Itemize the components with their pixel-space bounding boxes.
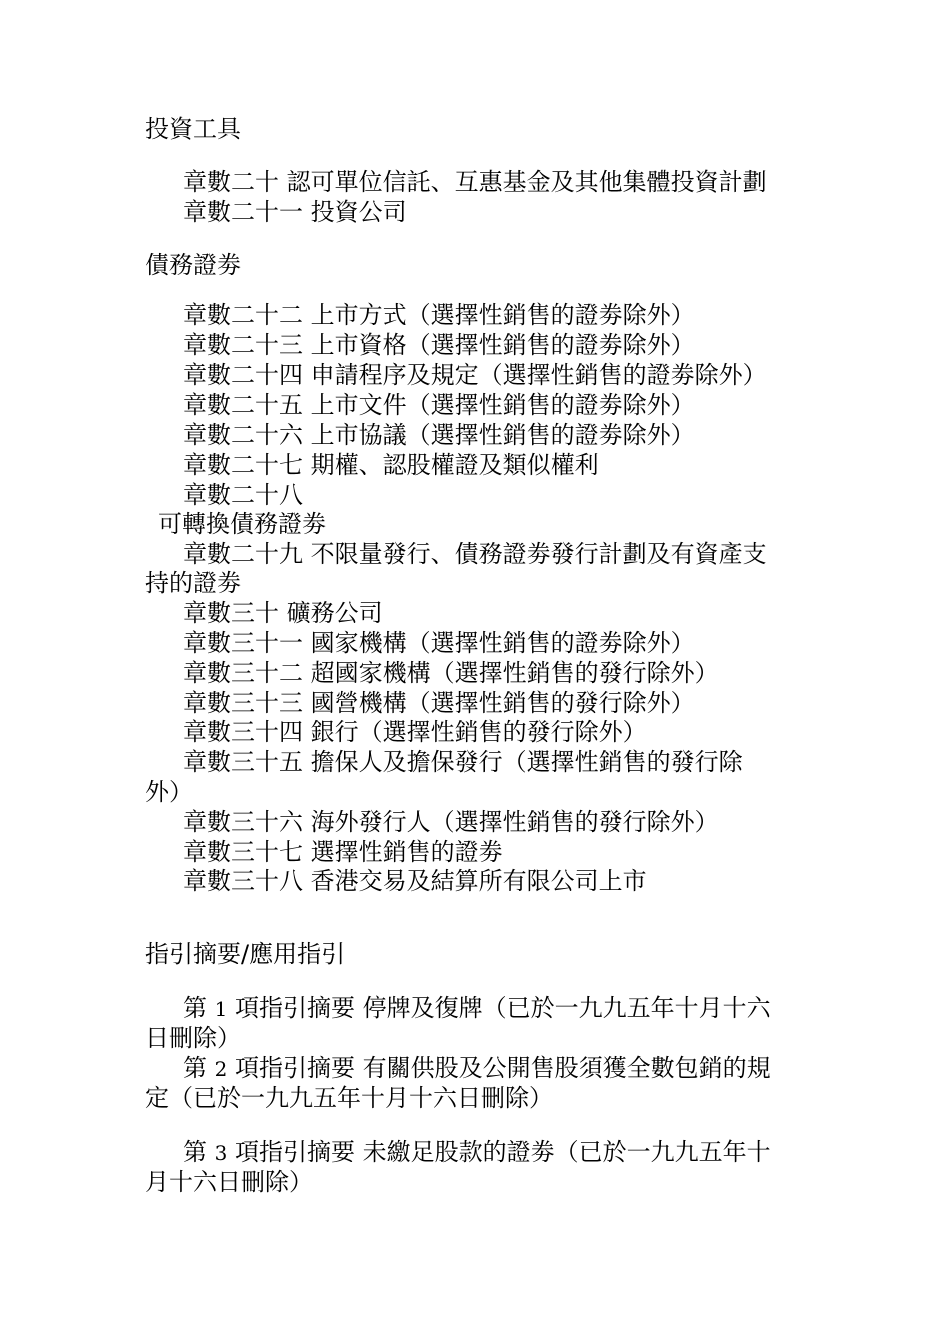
chapter-27: 章數二十七 期權、認股權證及類似權利 xyxy=(183,451,599,479)
chapter-38: 章數三十八 香港交易及結算所有限公司上市 xyxy=(183,867,647,895)
chapter-25: 章數二十五 上市文件（選擇性銷售的證劵除外） xyxy=(183,391,695,419)
chapter-28-title: 可轉換債務證劵 xyxy=(158,510,326,538)
chapter-30: 章數三十 礦務公司 xyxy=(183,599,383,627)
chapter-23: 章數二十三 上市資格（選擇性銷售的證劵除外） xyxy=(183,331,695,359)
guidance-3-prefix: 第 xyxy=(183,1138,207,1166)
guidance-2 xyxy=(183,1053,853,1083)
chapter-24: 章數二十四 申請程序及規定（選擇性銷售的證劵除外） xyxy=(183,361,767,389)
chapter-32: 章數三十二 超國家機構（選擇性銷售的發行除外） xyxy=(183,659,719,687)
chapter-33: 章數三十三 國營機構（選擇性銷售的發行除外） xyxy=(183,689,695,717)
guidance-1-prefix: 第 xyxy=(183,994,207,1022)
chapter-20: 章數二十 認可單位信託、互惠基金及其他集體投資計劃 xyxy=(183,168,767,196)
chapter-26: 章數二十六 上市協議（選擇性銷售的證劵除外） xyxy=(183,421,695,449)
chapter-35-continued: 外） xyxy=(145,778,193,806)
chapter-28: 章數二十八 xyxy=(183,481,303,509)
chapter-29: 章數二十九 不限量發行、債務證劵發行計劃及有資產支 xyxy=(183,540,767,568)
section-heading-debt: 債務證劵 xyxy=(145,251,241,279)
guidance-1-number: 1 xyxy=(214,997,228,1021)
guidance-3 xyxy=(183,1137,853,1167)
chapter-22: 章數二十二 上市方式（選擇性銷售的證劵除外） xyxy=(183,301,695,329)
chapter-37: 章數三十七 選擇性銷售的證劵 xyxy=(183,838,503,866)
chapter-31: 章數三十一 國家機構（選擇性銷售的證劵除外） xyxy=(183,629,695,657)
section-heading-guidance: 指引摘要/應用指引 xyxy=(145,940,346,968)
guidance-2-text: 項指引摘要 有關供股及公開售股須獲全數包銷的規 xyxy=(235,1054,771,1082)
guidance-2-continued: 定（已於一九九五年十月十六日刪除） xyxy=(145,1084,553,1112)
guidance-1-continued: 日刪除） xyxy=(145,1024,241,1052)
section-heading-investment: 投資工具 xyxy=(145,115,241,143)
chapter-29-continued: 持的證劵 xyxy=(145,569,241,597)
guidance-3-text: 項指引摘要 未繳足股款的證劵（已於一九九五年十 xyxy=(235,1138,771,1166)
chapter-35: 章數三十五 擔保人及擔保發行（選擇性銷售的發行除 xyxy=(183,748,743,776)
chapter-34: 章數三十四 銀行（選擇性銷售的發行除外） xyxy=(183,718,647,746)
chapter-36: 章數三十六 海外發行人（選擇性銷售的發行除外） xyxy=(183,808,719,836)
guidance-1 xyxy=(183,993,853,1023)
guidance-3-continued: 月十六日刪除） xyxy=(145,1168,313,1196)
chapter-21: 章數二十一 投資公司 xyxy=(183,198,407,226)
guidance-2-prefix: 第 xyxy=(183,1054,207,1082)
guidance-3-number: 3 xyxy=(214,1141,228,1165)
guidance-1-text: 項指引摘要 停牌及復牌（已於一九九五年十月十六 xyxy=(235,994,771,1022)
guidance-2-number: 2 xyxy=(214,1057,228,1081)
